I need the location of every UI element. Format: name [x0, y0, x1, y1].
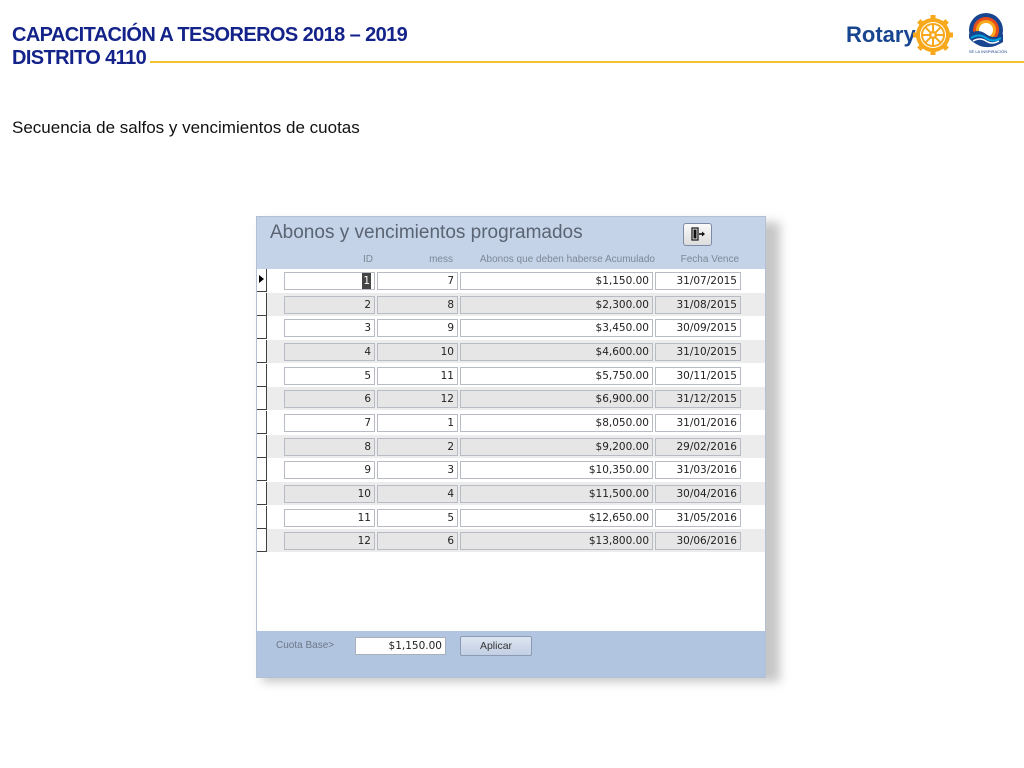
- abono-field[interactable]: $2,300.00: [460, 296, 653, 314]
- rotary-wordmark: Rotary: [846, 22, 916, 47]
- aplicar-button[interactable]: Aplicar: [460, 636, 532, 656]
- record-selector[interactable]: [257, 411, 267, 434]
- abono-field[interactable]: $5,750.00: [460, 367, 653, 385]
- column-header-fecha-vence: Fecha Vence: [680, 254, 739, 265]
- mess-field[interactable]: 7: [377, 272, 458, 290]
- table-row: [257, 411, 765, 434]
- mess-field[interactable]: 6: [377, 532, 458, 550]
- abono-field[interactable]: $12,650.00: [460, 509, 653, 527]
- mess-field[interactable]: 10: [377, 343, 458, 361]
- abono-field[interactable]: $1,150.00: [460, 272, 653, 290]
- mess-field[interactable]: 5: [377, 509, 458, 527]
- fecha-vence-field[interactable]: 31/07/2015: [655, 272, 741, 290]
- record-selector[interactable]: [257, 340, 267, 363]
- id-field[interactable]: 6: [284, 390, 375, 408]
- id-field[interactable]: 5: [284, 367, 375, 385]
- abono-field[interactable]: $4,600.00: [460, 343, 653, 361]
- table-row: [257, 316, 765, 339]
- form-header: [257, 217, 765, 269]
- abono-field[interactable]: $9,200.00: [460, 438, 653, 456]
- record-selector[interactable]: [257, 529, 267, 552]
- mess-field[interactable]: 4: [377, 485, 458, 503]
- id-field[interactable]: 2: [284, 296, 375, 314]
- record-selector[interactable]: [257, 269, 267, 292]
- cuota-base-label: Cuota Base>: [276, 640, 335, 651]
- table-row: [257, 435, 765, 458]
- fecha-vence-field[interactable]: 29/02/2016: [655, 438, 741, 456]
- fecha-vence-field[interactable]: 31/01/2016: [655, 414, 741, 432]
- fecha-vence-field[interactable]: 30/11/2015: [655, 367, 741, 385]
- mess-field[interactable]: 3: [377, 461, 458, 479]
- mess-field[interactable]: 12: [377, 390, 458, 408]
- record-selector[interactable]: [257, 506, 267, 529]
- form-footer: [257, 631, 765, 677]
- abono-field[interactable]: $13,800.00: [460, 532, 653, 550]
- access-form-window: [256, 216, 766, 678]
- slide-title-line1: CAPACITACIÓN A TESOREROS 2018 – 2019: [12, 24, 408, 46]
- abono-field[interactable]: $3,450.00: [460, 319, 653, 337]
- fecha-vence-field[interactable]: 31/10/2015: [655, 343, 741, 361]
- fecha-vence-field[interactable]: 31/05/2016: [655, 509, 741, 527]
- theme-caption: SÉ LA INSPIRACIÓN: [968, 49, 1008, 54]
- record-selector[interactable]: [257, 435, 267, 458]
- title-underline: [150, 61, 1024, 63]
- fecha-vence-field[interactable]: 30/06/2016: [655, 532, 741, 550]
- record-selector[interactable]: [257, 293, 267, 316]
- form-title: Abonos y vencimientos programados: [270, 222, 583, 243]
- record-selector[interactable]: [257, 364, 267, 387]
- record-selector[interactable]: [257, 387, 267, 410]
- id-field[interactable]: 4: [284, 343, 375, 361]
- theme-logo-icon: [966, 12, 1006, 50]
- table-row: [257, 387, 765, 410]
- exit-button[interactable]: [683, 223, 712, 246]
- records-area: [257, 269, 765, 554]
- table-row: [257, 506, 765, 529]
- fecha-vence-field[interactable]: 31/08/2015: [655, 296, 741, 314]
- table-row: [257, 293, 765, 316]
- current-record-arrow-icon: [259, 275, 264, 283]
- id-field[interactable]: 9: [284, 461, 375, 479]
- table-row: [257, 482, 765, 505]
- mess-field[interactable]: 2: [377, 438, 458, 456]
- fecha-vence-field[interactable]: 30/09/2015: [655, 319, 741, 337]
- abono-field[interactable]: $11,500.00: [460, 485, 653, 503]
- column-header-mess: mess: [429, 254, 453, 265]
- id-field[interactable]: 1: [284, 272, 375, 290]
- cuota-base-input[interactable]: $1,150.00: [355, 637, 446, 655]
- mess-field[interactable]: 8: [377, 296, 458, 314]
- record-selector[interactable]: [257, 482, 267, 505]
- abono-field[interactable]: $8,050.00: [460, 414, 653, 432]
- column-header-id: ID: [363, 254, 373, 265]
- mess-field[interactable]: 9: [377, 319, 458, 337]
- table-row: [257, 529, 765, 552]
- id-field[interactable]: 7: [284, 414, 375, 432]
- slide-title-line2: DISTRITO 4110: [12, 47, 147, 69]
- fecha-vence-field[interactable]: 30/04/2016: [655, 485, 741, 503]
- mess-field[interactable]: 11: [377, 367, 458, 385]
- table-row: [257, 364, 765, 387]
- fecha-vence-field[interactable]: 31/03/2016: [655, 461, 741, 479]
- record-selector[interactable]: [257, 458, 267, 481]
- exit-door-icon: [684, 224, 711, 245]
- table-row: [257, 458, 765, 481]
- abono-field[interactable]: $10,350.00: [460, 461, 653, 479]
- table-row: [257, 269, 765, 292]
- slide-subtitle: Secuencia de salfos y vencimientos de cuotas: [12, 118, 360, 137]
- table-row: [257, 340, 765, 363]
- slide-title: [12, 24, 407, 70]
- column-header-abonos: Abonos que deben haberse Acumulado: [479, 254, 655, 265]
- rotary-wheel-icon: [912, 14, 954, 56]
- id-field[interactable]: 11: [284, 509, 375, 527]
- id-field[interactable]: 3: [284, 319, 375, 337]
- id-field[interactable]: 12: [284, 532, 375, 550]
- id-field[interactable]: 8: [284, 438, 375, 456]
- mess-field[interactable]: 1: [377, 414, 458, 432]
- abono-field[interactable]: $6,900.00: [460, 390, 653, 408]
- record-selector[interactable]: [257, 316, 267, 339]
- fecha-vence-field[interactable]: 31/12/2015: [655, 390, 741, 408]
- id-field[interactable]: 10: [284, 485, 375, 503]
